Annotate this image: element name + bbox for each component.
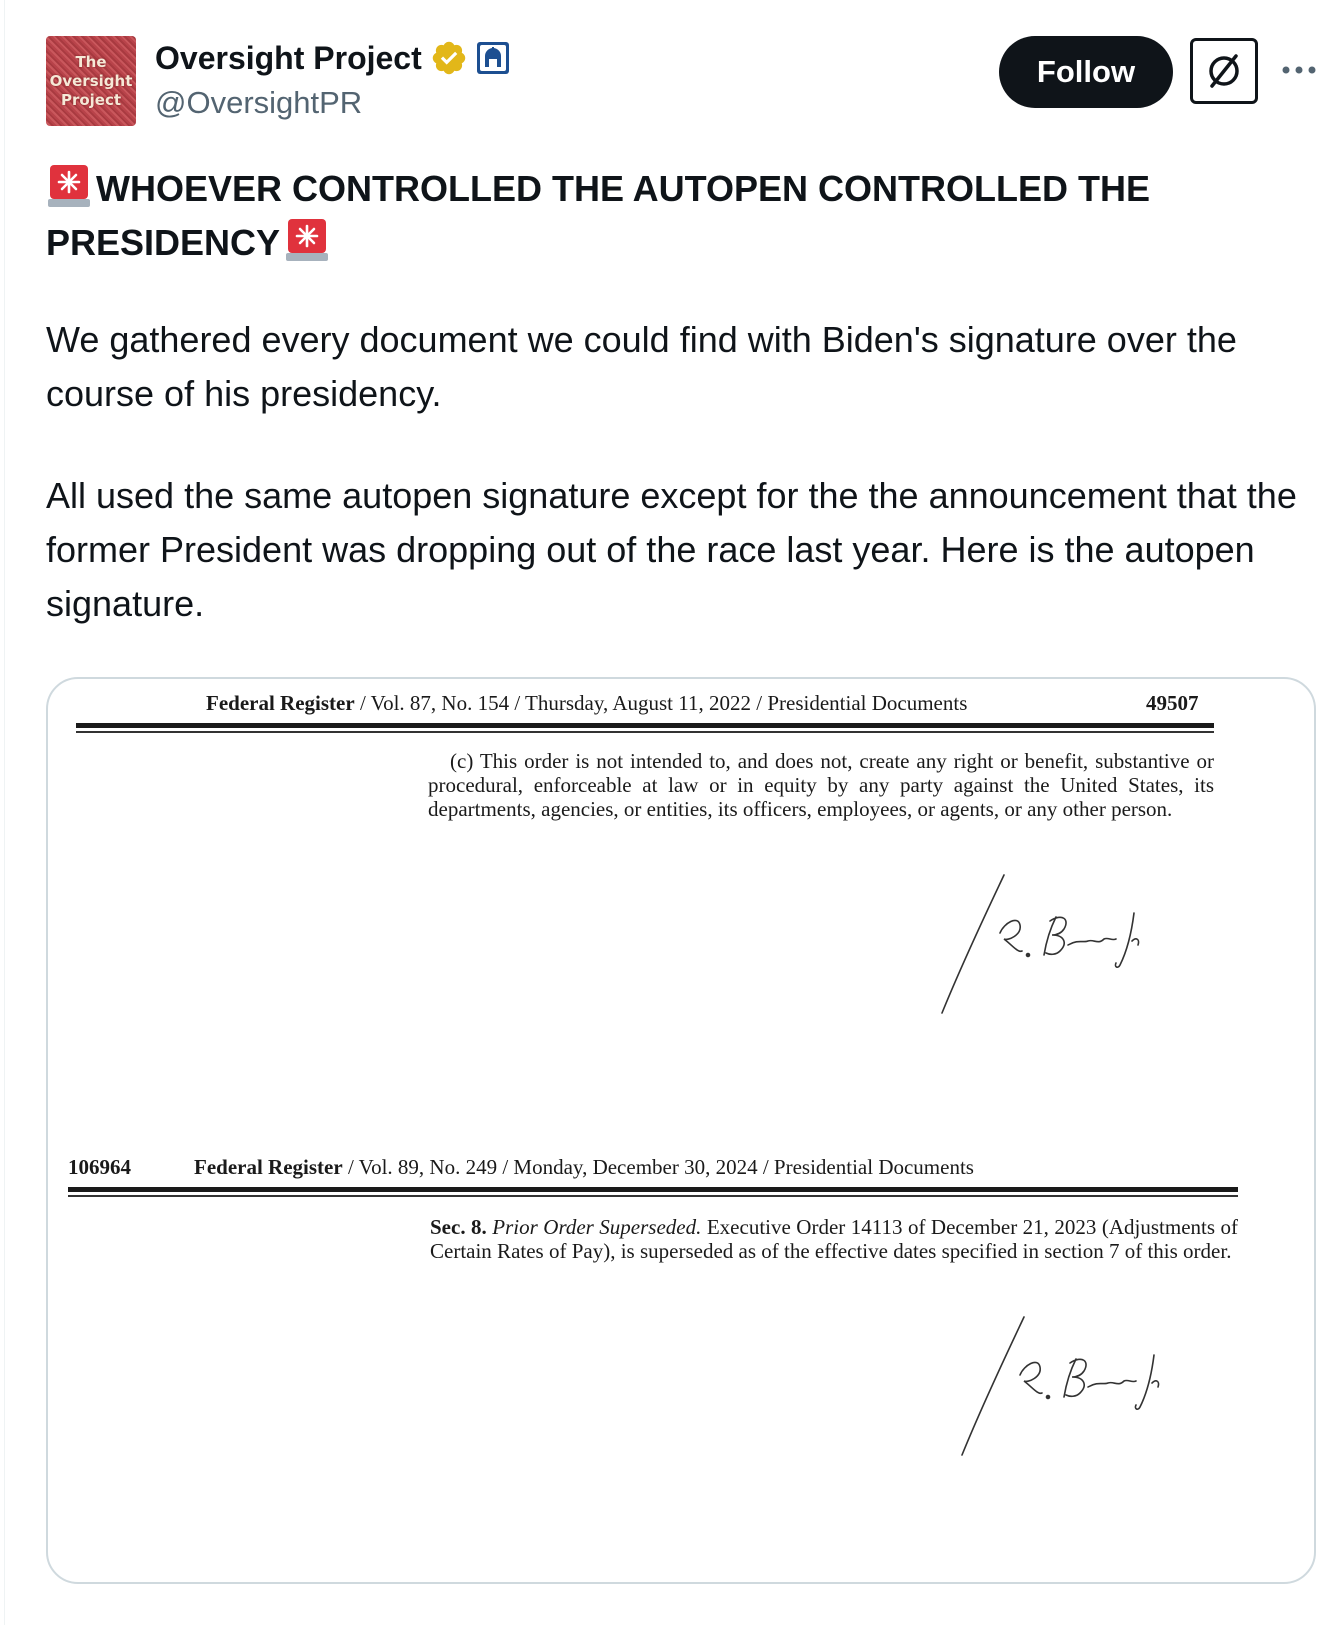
- header-rule: [68, 1187, 1238, 1192]
- tweet-headline: [46, 162, 1296, 270]
- document-header: [194, 1155, 974, 1180]
- avatar[interactable]: [46, 36, 136, 126]
- display-name[interactable]: Oversight Project: [155, 40, 422, 76]
- avatar-text-line: The: [75, 52, 107, 71]
- header-publication: Federal Register: [206, 691, 355, 715]
- document-body: (c) This order is not intended to, and does not, create any right or benefit, substantive or procedural, enforceable at law or in equity by any party against the United States, its departments, agencies, or entities, its officers, employees, or agents, or any other person.: [428, 749, 1214, 821]
- tweet-media-image[interactable]: [46, 677, 1316, 1584]
- grok-button[interactable]: [1190, 38, 1258, 104]
- section-text: Executive Order 14113 of December 21, 2023 (Adjustments of Certain Rates of Pay), is superseded as of the effective dates specified in section 7 of this order.: [430, 1215, 1239, 1263]
- tweet-paragraph: All used the same autopen signature except for the the announcement that the former President was dropping out of the race last year. Here is the autopen signature.: [46, 475, 1297, 624]
- grok-icon: [1203, 50, 1245, 92]
- more-options-button[interactable]: [1277, 52, 1321, 88]
- header-rule: [76, 731, 1214, 733]
- more-dots-icon: [1281, 65, 1317, 75]
- page-number: 106964: [68, 1155, 131, 1179]
- document-body: [430, 1215, 1238, 1263]
- autopen-signature-image: [928, 869, 1168, 1019]
- verified-badge-icon[interactable]: [430, 39, 468, 77]
- siren-emoji-icon: [284, 217, 330, 263]
- header-rule: [76, 723, 1214, 728]
- tweet-card: [4, 0, 1340, 1625]
- document-header: [206, 691, 967, 716]
- follow-button[interactable]: Follow: [999, 36, 1173, 108]
- page-number: 49507: [1146, 691, 1199, 715]
- section-label: Sec. 8.: [430, 1215, 487, 1239]
- avatar-text-line: Project: [60, 90, 122, 109]
- tweet-paragraph: We gathered every document we could find with Biden's signature over the course of his presidency.: [46, 319, 1237, 414]
- header-details: / Vol. 87, No. 154 / Thursday, August 11, 2022 / Presidential Documents: [354, 691, 968, 715]
- siren-emoji-icon: [46, 163, 92, 209]
- author-name-row: [155, 38, 510, 78]
- headline-text: WHOEVER CONTROLLED THE AUTOPEN CONTROLLED THE PRESIDENCY: [46, 168, 1151, 263]
- header-rule: [68, 1195, 1238, 1197]
- government-affiliation-icon[interactable]: [476, 41, 510, 75]
- handle[interactable]: @OversightPR: [155, 85, 363, 120]
- header-publication: Federal Register: [194, 1155, 343, 1179]
- autopen-signature-image: [948, 1311, 1188, 1461]
- section-title: Prior Order Superseded.: [492, 1215, 702, 1239]
- header-details: / Vol. 89, No. 249 / Monday, December 30, 2024 / Presidential Documents: [342, 1155, 974, 1179]
- avatar-text-line: Oversight: [49, 71, 133, 90]
